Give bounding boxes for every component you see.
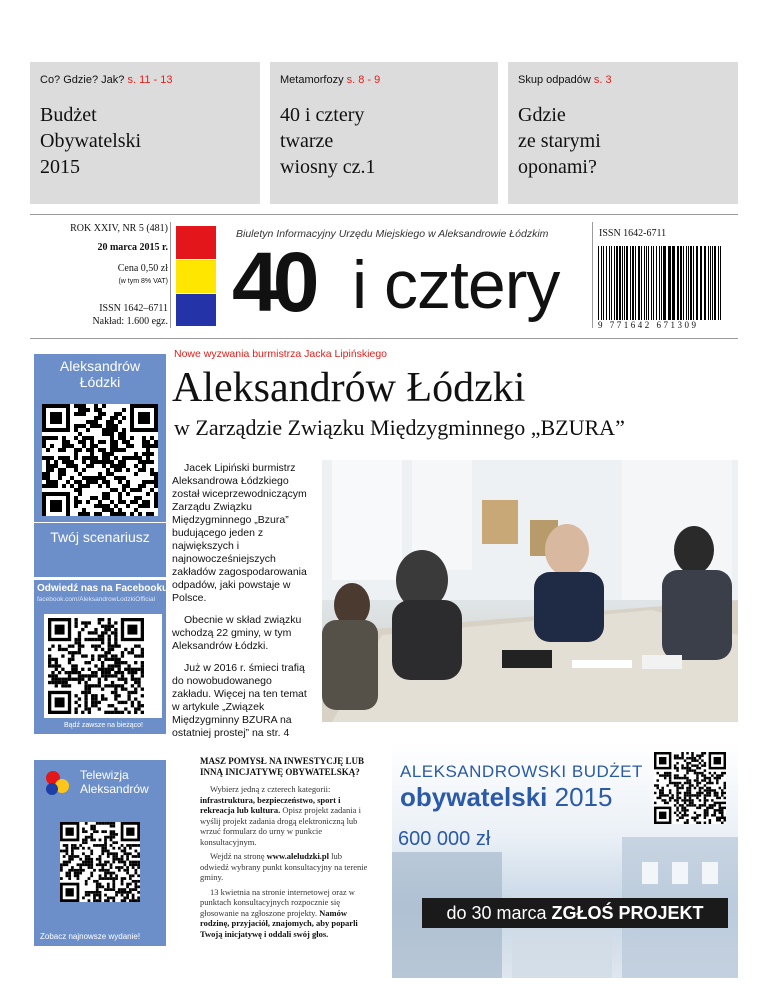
- sidebar-box-aleksandrow[interactable]: [34, 354, 166, 522]
- budget-ad-cta[interactable]: do 30 marca ZGŁOŚ PROJEKT: [422, 898, 728, 928]
- article-title: Aleksandrów Łódzki: [172, 365, 526, 411]
- barcode-bar: [683, 246, 684, 320]
- masthead-right-rule: [592, 222, 593, 328]
- barcode-bar: [677, 246, 679, 320]
- barcode-bar: [700, 246, 702, 320]
- issue-circulation: Nakład: 1.600 egz.: [92, 316, 168, 327]
- teaser-budzet[interactable]: [30, 62, 260, 204]
- issue-issn: ISSN 1642–6711: [99, 303, 168, 314]
- teaser-headline: 40 i cztery twarze wiosny cz.1: [280, 104, 376, 178]
- barcode-bar: [669, 246, 670, 320]
- barcode-bar: [688, 246, 689, 320]
- teaser-skup-odpadow[interactable]: [508, 62, 738, 204]
- logo-color-yellow: [176, 260, 216, 293]
- barcode-bar: [641, 246, 642, 320]
- barcode-bar: [672, 246, 673, 320]
- qr-code-aleksandrow[interactable]: [42, 404, 158, 516]
- barcode-bar: [704, 246, 706, 320]
- logo-color-blue: [176, 294, 216, 326]
- barcode-bar: [720, 246, 721, 320]
- sidebar-box-scenariusz[interactable]: [34, 523, 166, 577]
- masthead-top-rule: [30, 214, 738, 215]
- barcode-bar: [603, 246, 604, 320]
- budget-notice: [200, 756, 368, 943]
- barcode-bar: [693, 246, 694, 320]
- barcode-bar: [680, 246, 681, 320]
- barcode-bar: [714, 246, 716, 320]
- barcode-bar: [668, 246, 669, 320]
- facebook-footer: Bądź zawsze na bieżąco!: [64, 722, 143, 729]
- barcode-bar: [659, 246, 660, 320]
- notice-paragraph: Wybierz jedną z czterech kategorii: infrastruktura, bezpieczeństwo, sport i rekreacja lub kultura. Opisz projekt zadania i wyślij projekt zadania drogą elektroniczną lub wrzuć formularz do urny w punkcie konsultacyjnym.: [200, 784, 361, 847]
- teaser-kicker: Co? Gdzie? Jak? s. 11 - 13: [40, 74, 173, 86]
- issn-right: ISSN 1642-6711: [599, 228, 667, 239]
- logo-color-red: [176, 226, 216, 259]
- masthead-bottom-rule: [30, 338, 738, 339]
- article-paragraph: Już w 2016 r. śmieci trafią do nowobudowanego zakładu. Więcej na ten temat w artykule „Związek Międzygminny BZURA na ostatniej prostej” na str. 4: [172, 662, 307, 739]
- barcode-bar: [712, 246, 713, 320]
- notice-paragraph: Wejdź na stronę www.aleludzki.pl lub odwiedź wybrany punkt konsultacyjny na terenie gminy.: [200, 851, 368, 882]
- masthead-subtitle: Biuletyn Informacyjny Urzędu Miejskiego w Aleksandrowie Łódzkim: [236, 228, 549, 240]
- barcode-bar: [635, 246, 636, 320]
- article-paragraph: Obecnie w skład związku wchodzą 22 gminy, w tym Aleksandrów Łódzki.: [172, 614, 302, 652]
- barcode-bar: [686, 246, 687, 320]
- barcode-bar: [648, 246, 649, 320]
- sidebar-facebook[interactable]: [34, 580, 172, 734]
- barcode-bar: [710, 246, 711, 320]
- sidebar-box-title: Aleksandrów Łódzki: [59, 358, 141, 390]
- barcode-bar: [646, 246, 647, 320]
- teaser-headline: Budżet Obywatelski 2015: [40, 104, 142, 178]
- qr-code-facebook[interactable]: [48, 618, 144, 714]
- issue-price: Cena 0,50 zł: [117, 263, 168, 274]
- qr-code-budget[interactable]: [654, 752, 726, 824]
- tv-name: Telewizja Aleksandrów: [80, 768, 149, 796]
- barcode-digits: 9 771642 671309: [598, 320, 699, 330]
- barcode-bar: [630, 246, 631, 320]
- sidebar-box-title: Twój scenariusz: [50, 529, 150, 545]
- masthead-left-rule: [170, 222, 171, 328]
- tv-footer: Zobacz najnowsze wydanie!: [40, 932, 141, 941]
- budget-ad-line1: ALEKSANDROWSKI BUDŻET: [400, 762, 643, 781]
- budget-ad-amount: 600 000 zł: [398, 828, 491, 850]
- barcode-bar: [656, 246, 657, 320]
- barcode-bar: [626, 246, 628, 320]
- barcode-bar: [624, 246, 625, 320]
- barcode-bar: [622, 246, 623, 320]
- barcode-bar: [598, 246, 599, 320]
- qr-code-telewizja[interactable]: [60, 822, 140, 902]
- barcode-bar: [651, 246, 652, 320]
- barcode-bar: [690, 246, 692, 320]
- issue-number: ROK XXIV, NR 5 (481): [70, 223, 168, 234]
- barcode-bar: [638, 246, 640, 320]
- issue-date: 20 marca 2015 r.: [97, 242, 168, 253]
- barcode-bar: [644, 246, 645, 320]
- barcode-bar: [708, 246, 709, 320]
- facebook-url[interactable]: facebook.com/AleksandrowLodzkiOfficial: [37, 596, 156, 603]
- article-paragraph: Jacek Lipiński burmistrz Aleksandrowa Łódzkiego został wiceprzewodniczącym Zarządu Związku Międzygminnego „Bzura” budującego jeden z największych i najnowocześniejszych zakładów zagospodarowania odpadów, jaki powstaje w Polsce.: [172, 462, 307, 604]
- facebook-title: Odwiedź nas na Facebooku!: [37, 583, 172, 594]
- barcode-bar: [606, 246, 607, 320]
- logo-number: 40: [232, 235, 314, 329]
- issue-vat: (w tym 8% VAT): [118, 278, 168, 285]
- barcode-bar: [663, 246, 665, 320]
- teaser-metamorfozy[interactable]: [270, 62, 498, 204]
- barcode-bar: [616, 246, 617, 320]
- article-photo: [322, 460, 738, 722]
- teaser-kicker: Skup odpadów s. 3: [518, 74, 612, 86]
- notice-link[interactable]: www.aleludzki.pl: [266, 851, 330, 861]
- barcode-bar: [673, 246, 675, 320]
- barcode-bar: [718, 246, 719, 320]
- barcode-bar: [632, 246, 634, 320]
- barcode: [598, 246, 722, 320]
- notice-heading: MASZ POMYSŁ NA INWESTYCJĘ LUB INNĄ INICJATYWĘ OBYWATELSKĄ?: [200, 756, 365, 777]
- barcode-bar: [653, 246, 654, 320]
- barcode-bar: [619, 246, 621, 320]
- logo-text: i cztery: [352, 247, 560, 323]
- issue-info: [40, 222, 168, 328]
- barcode-bar: [614, 246, 615, 320]
- budget-ad[interactable]: [392, 742, 738, 978]
- barcode-bar: [661, 246, 662, 320]
- article-body: [172, 462, 312, 749]
- sidebar-telewizja[interactable]: [34, 760, 166, 946]
- teaser-kicker: Metamorfozy s. 8 - 9: [280, 74, 381, 86]
- notice-paragraph: 13 kwietnia na stronie internetowej oraz w punktach konsultacyjnych rozpocznie się głosowanie na zgłoszone projekty. Namów rodzinę, przyjaciół, znajomych, aby poparli Twoją inicjatywę i oddali swój głos.: [200, 886, 358, 939]
- barcode-bar: [611, 246, 612, 320]
- barcode-bar: [609, 246, 610, 320]
- article-kicker: Nowe wyzwania burmistrza Jacka Lipińskiego: [174, 348, 388, 360]
- barcode-bar: [696, 246, 698, 320]
- teaser-headline: Gdzie ze starymi oponami?: [518, 104, 601, 178]
- article-subtitle: w Zarządzie Związku Międzygminnego „BZURA”: [174, 415, 625, 440]
- budget-ad-line2: obywatelski 2015: [400, 782, 613, 812]
- barcode-bar: [601, 246, 602, 320]
- tv-logo-icon: [42, 768, 76, 798]
